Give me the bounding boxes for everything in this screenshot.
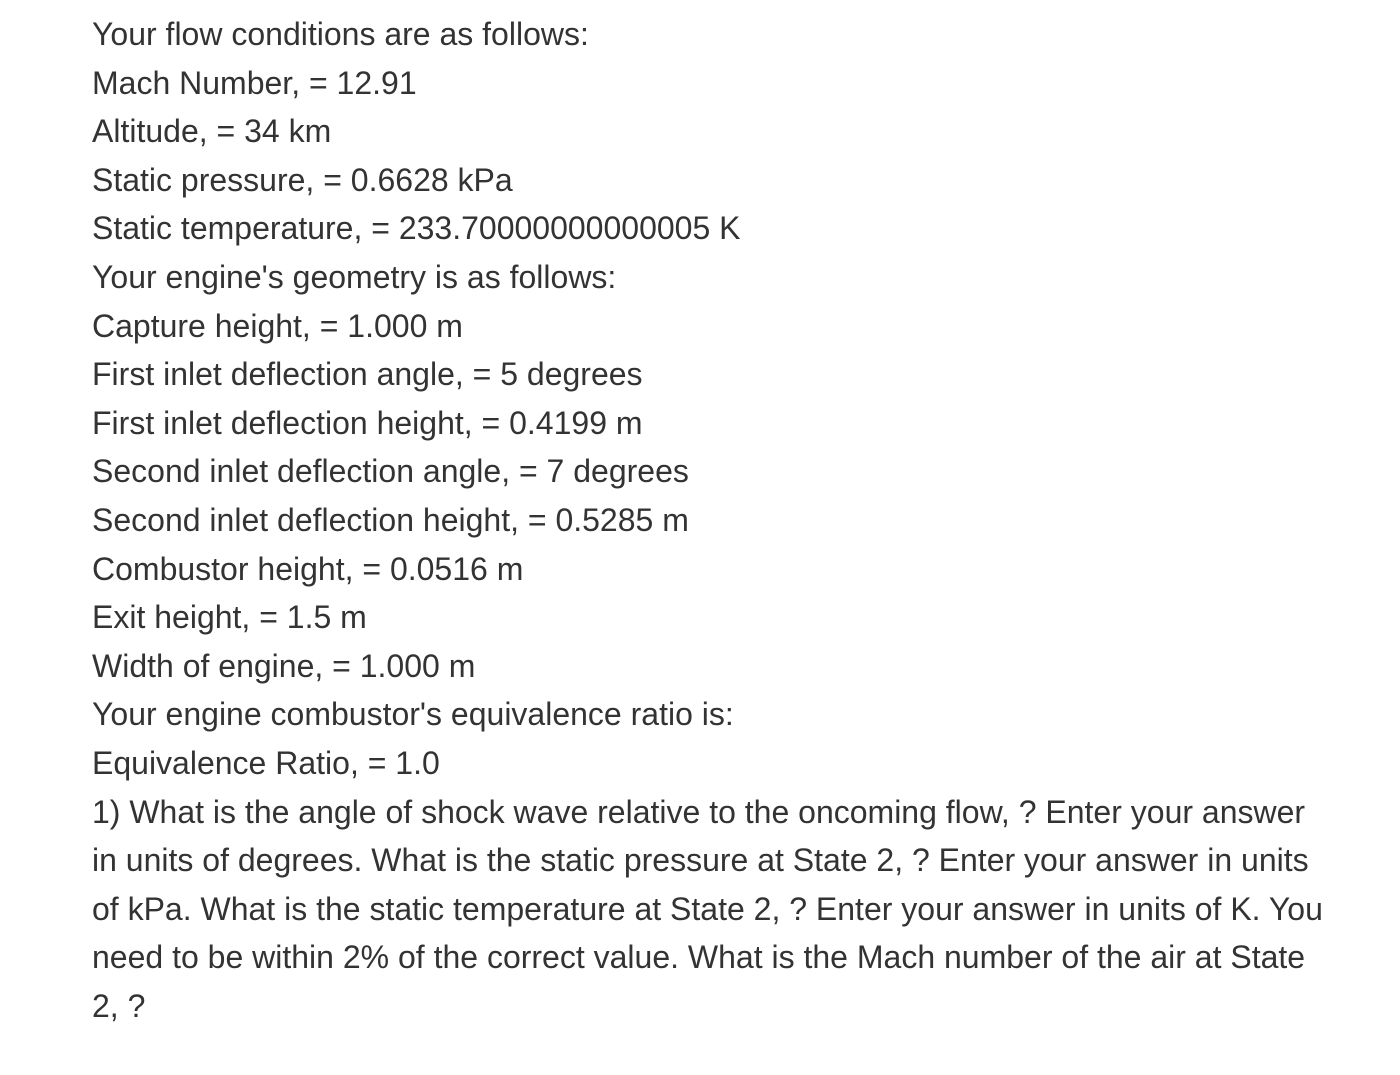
question-paragraph: 1) What is the angle of shock wave relative to the oncoming flow, ? Enter your answer in units of degrees. What is the static pressure at State 2, ? Enter your answer in units of kPa. What is the static temperature at State 2, ? Enter your answer in units of K. You need to be within 2% of the correct value. What is the Mach number of the air at State 2, ? [92, 793, 1323, 1024]
first-inlet-height-line: First inlet deflection height, = 0.4199 m [92, 404, 643, 441]
mach-number-line: Mach Number, = 12.91 [92, 64, 417, 101]
altitude-line: Altitude, = 34 km [92, 113, 332, 150]
flow-conditions-heading: Your flow conditions are as follows: [92, 16, 589, 52]
combustor-height-line: Combustor height, = 0.0516 m [92, 550, 524, 587]
second-inlet-angle-line: Second inlet deflection angle, = 7 degrees [92, 453, 689, 490]
equivalence-ratio-line: Equivalence Ratio, = 1.0 [92, 744, 440, 781]
static-temperature-line: Static temperature, = 233.70000000000005 K [92, 210, 741, 247]
engine-geometry-heading: Your engine's geometry is as follows: [92, 258, 617, 295]
second-inlet-height-line: Second inlet deflection height, = 0.5285 m [92, 501, 689, 538]
equivalence-ratio-heading: Your engine combustor's equivalence ratio is: [92, 696, 734, 733]
document-body [92, 10, 1332, 1030]
first-inlet-angle-line: First inlet deflection angle, = 5 degrees [92, 356, 643, 393]
engine-width-line: Width of engine, = 1.000 m [92, 647, 476, 684]
capture-height-line: Capture height, = 1.000 m [92, 307, 463, 344]
static-pressure-line: Static pressure, = 0.6628 kPa [92, 161, 513, 198]
exit-height-line: Exit height, = 1.5 m [92, 599, 367, 636]
